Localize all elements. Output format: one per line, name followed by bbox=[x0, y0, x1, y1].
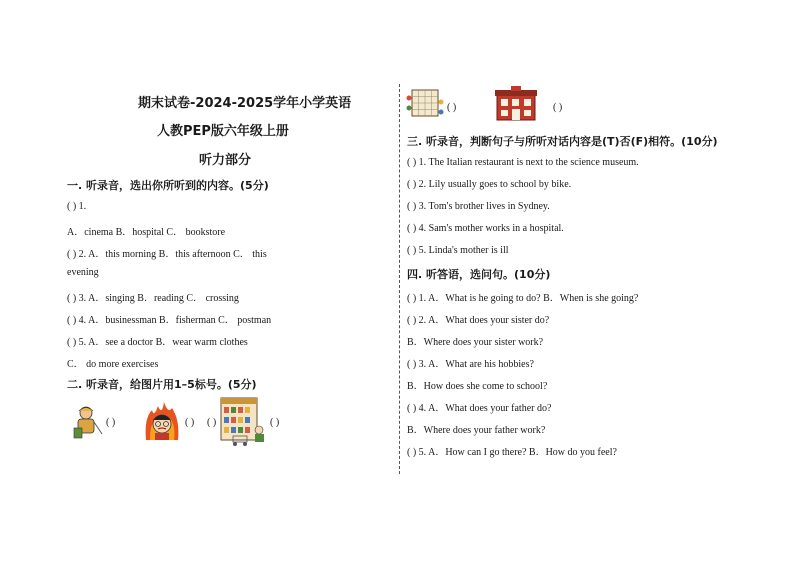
angry-person-picture bbox=[142, 398, 182, 442]
tf-item-1: ( ) 1. The Italian restaurant is next to the science museum. bbox=[407, 157, 639, 168]
fisherman-picture bbox=[70, 404, 104, 440]
tf-item-3: ( ) 3. Tom's brother lives in Sydney. bbox=[407, 201, 550, 212]
picture-bracket-4: ( ) bbox=[270, 417, 280, 428]
question-5-wrap: C． do more exercises bbox=[67, 359, 159, 370]
section-4-title: 四. 听答语，选问句。(10分) bbox=[407, 268, 551, 281]
answer-line-2: ( ) 2. A．What does your sister do? bbox=[407, 315, 550, 326]
section-3-title: 三. 听录音，判断句子与所听对话内容是(T)否(F)相符。(10分) bbox=[407, 135, 718, 148]
part-heading: 听力部分 bbox=[199, 153, 252, 168]
page-title: 期末试卷-2024-2025学年小学英语 bbox=[138, 96, 352, 111]
question-3: ( ) 3. A．singing B．reading C． crossing bbox=[67, 293, 239, 304]
answer-line-6: ( ) 4. A．What does your father do? bbox=[407, 403, 552, 414]
answer-line-1: ( ) 1. A．What is he going to do? B．When is she going? bbox=[407, 293, 639, 304]
question-2: ( ) 2. A．this morning B．this afternoon C． this bbox=[67, 249, 267, 260]
section-2-title: 二. 听录音，给图片用1–5标号。(5分) bbox=[67, 378, 257, 391]
answer-line-5: B．How does she come to school? bbox=[407, 381, 548, 392]
picture-bracket-1: ( ) bbox=[106, 417, 116, 428]
question-2-wrap: evening bbox=[67, 267, 99, 278]
supermarket-picture bbox=[219, 396, 267, 448]
tf-item-4: ( ) 4. Sam's mother works in a hospital. bbox=[407, 223, 564, 234]
section-1-title: 一. 听录音，选出你所听到的内容。(5分) bbox=[67, 179, 269, 192]
tf-item-5: ( ) 5. Linda's mother is ill bbox=[407, 245, 509, 256]
column-divider bbox=[399, 84, 401, 474]
board-game-picture bbox=[406, 88, 444, 120]
top-bracket-2: ( ) bbox=[553, 102, 563, 113]
picture-bracket-3: ( ) bbox=[207, 417, 217, 428]
answer-line-8: ( ) 5. A．How can I go there? B．How do you feel? bbox=[407, 447, 617, 458]
picture-bracket-2: ( ) bbox=[185, 417, 195, 428]
shop-building-picture bbox=[493, 86, 539, 122]
question-4: ( ) 4. A．businessman B．fisherman C． postman bbox=[67, 315, 272, 326]
question-5: ( ) 5. A．see a doctor B．wear warm clothes bbox=[67, 337, 248, 348]
answer-line-7: B．Where does your father work? bbox=[407, 425, 546, 436]
page-subtitle: 人教PEP版六年级上册 bbox=[157, 124, 289, 139]
tf-item-2: ( ) 2. Lily usually goes to school by bike. bbox=[407, 179, 572, 190]
question-1-options: A．cinema B．hospital C． bookstore bbox=[67, 227, 226, 238]
answer-line-4: ( ) 3. A．What are his hobbies? bbox=[407, 359, 534, 370]
question-1: ( ) 1. bbox=[67, 201, 87, 212]
top-bracket-1: ( ) bbox=[447, 102, 457, 113]
answer-line-3: B．Where does your sister work? bbox=[407, 337, 544, 348]
